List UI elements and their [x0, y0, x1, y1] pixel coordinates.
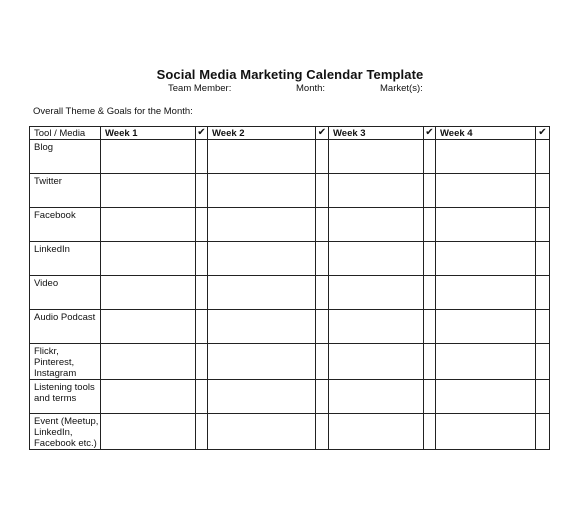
- table-row: [30, 140, 550, 174]
- week-3-cell[interactable]: [329, 276, 424, 310]
- table-row: [30, 208, 550, 242]
- week-2-cell[interactable]: [208, 140, 316, 174]
- week-1-cell[interactable]: [101, 414, 196, 450]
- tool-name-cell: Audio Podcast: [30, 310, 101, 344]
- tool-name-cell: Video: [30, 276, 101, 310]
- week-4-check-header: [536, 127, 550, 140]
- week-3-cell[interactable]: [329, 174, 424, 208]
- week-4-check-cell[interactable]: [536, 174, 550, 208]
- week-2-check-cell[interactable]: [316, 380, 329, 414]
- week-3-check-cell[interactable]: [424, 310, 436, 344]
- week-1-check-cell[interactable]: [196, 380, 208, 414]
- table-row: [30, 310, 550, 344]
- checkmark-icon: ✔: [317, 127, 327, 138]
- week-1-check-cell[interactable]: [196, 310, 208, 344]
- week-1-check-cell[interactable]: [196, 242, 208, 276]
- week-1-cell[interactable]: [101, 174, 196, 208]
- week-2-cell[interactable]: [208, 344, 316, 380]
- week-4-cell[interactable]: [436, 140, 536, 174]
- week-1-check-cell[interactable]: [196, 414, 208, 450]
- header-row: [30, 127, 550, 140]
- week-1-cell[interactable]: [101, 344, 196, 380]
- week-1-cell[interactable]: [101, 276, 196, 310]
- week-4-header: Week 4: [436, 127, 536, 140]
- week-3-cell[interactable]: [329, 310, 424, 344]
- week-1-cell[interactable]: [101, 140, 196, 174]
- tool-name-cell: Twitter: [30, 174, 101, 208]
- overall-theme-label: Overall Theme & Goals for the Month:: [33, 106, 193, 117]
- table-row: [30, 414, 550, 450]
- week-2-check-cell[interactable]: [316, 174, 329, 208]
- week-4-cell[interactable]: [436, 344, 536, 380]
- calendar-table: [29, 126, 550, 450]
- week-2-header: Week 2: [208, 127, 316, 140]
- week-1-check-cell[interactable]: [196, 344, 208, 380]
- week-3-check-cell[interactable]: [424, 414, 436, 450]
- week-1-cell[interactable]: [101, 310, 196, 344]
- week-4-check-cell[interactable]: [536, 380, 550, 414]
- week-3-cell[interactable]: [329, 414, 424, 450]
- week-1-cell[interactable]: [101, 380, 196, 414]
- week-2-cell[interactable]: [208, 174, 316, 208]
- week-3-check-cell[interactable]: [424, 242, 436, 276]
- week-1-check-cell[interactable]: [196, 208, 208, 242]
- week-1-cell[interactable]: [101, 242, 196, 276]
- week-4-check-cell[interactable]: [536, 140, 550, 174]
- week-3-check-cell[interactable]: [424, 344, 436, 380]
- tool-name-cell: Listening tools and terms: [30, 380, 101, 414]
- tool-name-cell: Facebook: [30, 208, 101, 242]
- week-2-cell[interactable]: [208, 414, 316, 450]
- checkmark-icon: ✔: [425, 127, 434, 138]
- week-2-check-cell[interactable]: [316, 344, 329, 380]
- week-3-check-cell[interactable]: [424, 174, 436, 208]
- week-2-cell[interactable]: [208, 242, 316, 276]
- markets-label: Market(s):: [380, 83, 423, 94]
- week-3-cell[interactable]: [329, 344, 424, 380]
- week-3-header: Week 3: [329, 127, 424, 140]
- checkmark-icon: ✔: [538, 127, 547, 138]
- document-title: Social Media Marketing Calendar Template: [156, 67, 424, 82]
- tool-name-cell: Blog: [30, 140, 101, 174]
- week-3-check-header: [424, 127, 436, 140]
- week-1-check-cell[interactable]: [196, 276, 208, 310]
- week-4-cell[interactable]: [436, 310, 536, 344]
- week-4-cell[interactable]: [436, 276, 536, 310]
- week-4-cell[interactable]: [436, 242, 536, 276]
- week-3-check-cell[interactable]: [424, 140, 436, 174]
- week-4-cell[interactable]: [436, 174, 536, 208]
- week-1-cell[interactable]: [101, 208, 196, 242]
- week-2-check-cell[interactable]: [316, 276, 329, 310]
- tool-media-header: Tool / Media: [30, 127, 101, 140]
- week-3-check-cell[interactable]: [424, 380, 436, 414]
- team-member-label: Team Member:: [168, 83, 232, 94]
- week-3-cell[interactable]: [329, 242, 424, 276]
- week-3-check-cell[interactable]: [424, 276, 436, 310]
- tool-name-cell: Flickr, Pinterest, Instagram: [30, 344, 101, 380]
- week-4-check-cell[interactable]: [536, 208, 550, 242]
- week-2-cell[interactable]: [208, 208, 316, 242]
- week-4-cell[interactable]: [436, 414, 536, 450]
- week-4-check-cell[interactable]: [536, 344, 550, 380]
- week-2-cell[interactable]: [208, 276, 316, 310]
- week-2-check-cell[interactable]: [316, 140, 329, 174]
- table-row: [30, 276, 550, 310]
- week-2-check-cell[interactable]: [316, 208, 329, 242]
- table-row: [30, 242, 550, 276]
- table-row: [30, 380, 550, 414]
- week-4-check-cell[interactable]: [536, 310, 550, 344]
- week-2-check-cell[interactable]: [316, 242, 329, 276]
- week-2-check-header: [316, 127, 329, 140]
- tool-name-cell: Event (Meetup, LinkedIn, Facebook etc.): [30, 414, 101, 450]
- week-2-cell[interactable]: [208, 310, 316, 344]
- month-label: Month:: [296, 83, 326, 94]
- week-4-check-cell[interactable]: [536, 242, 550, 276]
- week-1-check-cell[interactable]: [196, 140, 208, 174]
- week-2-check-cell[interactable]: [316, 310, 329, 344]
- week-4-cell[interactable]: [436, 380, 536, 414]
- week-3-cell[interactable]: [329, 208, 424, 242]
- week-4-check-cell[interactable]: [536, 276, 550, 310]
- week-1-check-cell[interactable]: [196, 174, 208, 208]
- week-1-header: Week 1: [101, 127, 196, 140]
- week-4-cell[interactable]: [436, 208, 536, 242]
- week-4-check-cell[interactable]: [536, 414, 550, 450]
- table-row: [30, 344, 550, 380]
- week-2-cell[interactable]: [208, 380, 316, 414]
- week-2-check-cell[interactable]: [316, 414, 329, 450]
- week-1-check-header: [196, 127, 208, 140]
- table-row: [30, 174, 550, 208]
- week-3-cell[interactable]: [329, 380, 424, 414]
- week-3-check-cell[interactable]: [424, 208, 436, 242]
- tool-name-cell: LinkedIn: [30, 242, 101, 276]
- week-3-cell[interactable]: [329, 140, 424, 174]
- checkmark-icon: ✔: [197, 127, 206, 138]
